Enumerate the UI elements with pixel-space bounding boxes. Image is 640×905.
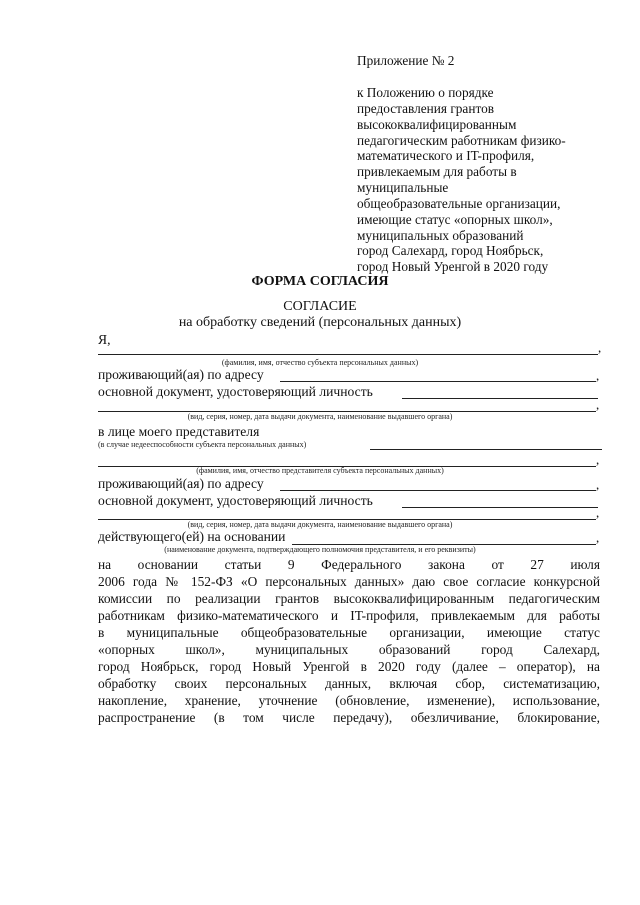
- representative-field[interactable]: [370, 449, 602, 450]
- comma: ,: [598, 340, 602, 355]
- residing-label: проживающий(ая) по адресу: [98, 367, 264, 382]
- residing-label-rep: проживающий(ая) по адресу: [98, 476, 264, 491]
- fio-representative-caption: (фамилия, имя, отчество представителя субъекта персональных данных): [196, 466, 444, 475]
- comma: ,: [596, 477, 600, 492]
- address-field-rep[interactable]: [280, 490, 596, 491]
- main-document-field[interactable]: [402, 398, 598, 399]
- body-line: комиссии по реализации грантов высококвалифицированным педагогическим: [98, 591, 600, 606]
- document-subtitle: на обработку сведений (персональных данных): [178, 315, 462, 330]
- appendix-line: общеобразовательные организации,: [357, 196, 561, 211]
- main-document-field-rep[interactable]: [402, 507, 598, 508]
- ya-label: Я,: [98, 332, 111, 347]
- body-line: 2006 года № 152-ФЗ «О персональных данных» даю свое согласие конкурсной: [98, 574, 600, 589]
- document-details-caption-rep: (вид, серия, номер, дата выдачи документа, наименование выдавшего органа): [187, 520, 453, 529]
- body-line: обработку своих персональных данных, включая сбор, систематизацию,: [98, 676, 600, 691]
- appendix-line: привлекаемым для работы в: [357, 164, 517, 179]
- comma: ,: [596, 530, 600, 545]
- appendix-line: город Новый Уренгой в 2020 году: [357, 259, 549, 274]
- appendix-line: математического и IT-профиля,: [357, 148, 535, 163]
- appendix-line: к Положению о порядке: [357, 85, 494, 100]
- main-document-label: основной документ, удостоверяющий личность: [98, 384, 373, 399]
- fio-subject-field[interactable]: [98, 354, 598, 355]
- appendix-line: муниципальные: [357, 180, 449, 195]
- fio-subject-caption: (фамилия, имя, отчество субъекта персональных данных): [221, 358, 419, 367]
- comma: ,: [596, 452, 600, 467]
- body-line: в муниципальные общеобразовательные организации, имеющие статус: [98, 625, 600, 640]
- incapacity-note: (в случае недееспособности субъекта персональных данных): [98, 440, 307, 449]
- address-field[interactable]: [280, 381, 596, 382]
- appendix-line: педагогическим работникам физико-: [357, 133, 566, 148]
- appendix-line: муниципальных образований: [357, 228, 524, 243]
- document-title: СОГЛАСИЕ: [283, 299, 357, 314]
- acting-basis-caption: (наименование документа, подтверждающего полномочия представителя, и его реквизиты): [164, 545, 476, 554]
- comma: ,: [596, 397, 600, 412]
- comma: ,: [596, 368, 600, 383]
- comma: ,: [596, 505, 600, 520]
- body-line: накопление, хранение, уточнение (обновление, изменение), использование,: [98, 693, 600, 708]
- body-line: распространение (в том числе передачу), обезличивание, блокирование,: [98, 710, 600, 725]
- body-line: город Ноябрьск, город Новый Уренгой в 2020 году (далее – оператор), на: [98, 659, 600, 674]
- appendix-line: город Салехард, город Ноябрьск,: [357, 243, 544, 258]
- body-line: работникам физико-математического и IT-профиля, привлекаемым для работы: [98, 608, 600, 623]
- body-line: на основании статьи 9 Федерального закона от 27 июля: [98, 557, 600, 572]
- appendix-line: имеющие статус «опорных школ»,: [357, 212, 553, 227]
- appendix-line: высококвалифицированным: [357, 117, 517, 132]
- form-title: ФОРМА СОГЛАСИЯ: [251, 274, 389, 289]
- document-details-caption: (вид, серия, номер, дата выдачи документа, наименование выдавшего органа): [187, 412, 453, 421]
- representative-label: в лице моего представителя: [98, 424, 260, 439]
- acting-basis-label: действующего(ей) на основании: [98, 529, 286, 544]
- body-line: «опорных школ», муниципальных образований город Салехард,: [98, 642, 600, 657]
- appendix-line: предоставления грантов: [357, 101, 495, 116]
- appendix-number: Приложение № 2: [357, 53, 455, 68]
- main-document-label-rep: основной документ, удостоверяющий личность: [98, 493, 373, 508]
